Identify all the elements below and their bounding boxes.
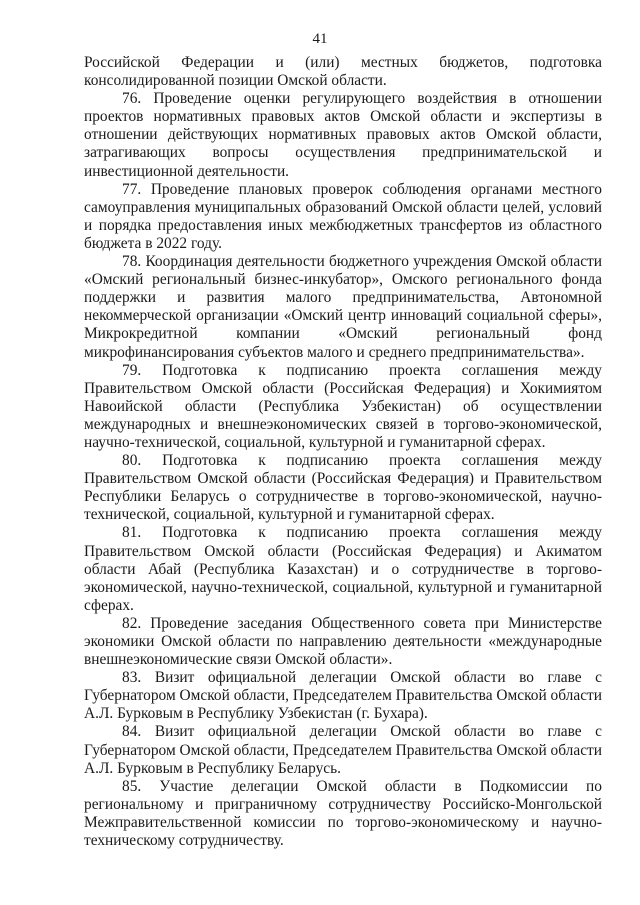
item-text: Участие делегации Омской области в Подкомиссии по региональному и приграничному сотрудничеству Российско-Монгольской Межправительственной комиссии по торгово-экономическому и научно-техническому сотрудничеству.	[84, 777, 602, 850]
item-text: Координация деятельности бюджетного учреждения Омской области «Омский региональный бизнес-инкубатор», Омского регионального фонда поддержки и развития малого предпринимательства, Автономной некоммерческой организации «Омский центр инноваций социальной сферы», Микрокредитной компании «Омский региональный фонд микрофинансирования субъектов малого и среднего предпринимательства».	[84, 253, 602, 361]
paragraph-text: Российской Федерации и (или) местных бюджетов, подготовка консолидированной позиции Омской области.	[84, 54, 602, 90]
list-item	[84, 669, 602, 723]
item-number: 85.	[122, 777, 142, 795]
item-text: Визит официальной делегации Омской области во главе с Губернатором Омской области, Председателем Правительства Омской области А.Л. Бурковым в Республику Беларусь.	[84, 723, 602, 777]
item-number: 84.	[122, 723, 142, 741]
item-text: Подготовка к подписанию проекта соглашения между Правительством Омской области (Российская Федерация) и Акиматом области Абай (Республика Казахстан) и о сотрудничестве в торгово-экономической, научно-технической, социальной, культурной и гуманитарной сферах.	[84, 524, 602, 614]
item-text: Подготовка к подписанию проекта соглашения между Правительством Омской области (Российская Федерация) и Хокимиятом Навоийской области (Республика Узбекистан) об осуществлении международных и внешнеэкономических связей в торгово-экономической, научно-технической, социальной, культурной и гуманитарной сферах.	[84, 361, 602, 451]
item-number: 77.	[122, 180, 142, 198]
item-number: 80.	[122, 452, 142, 470]
item-number: 81.	[122, 524, 142, 542]
list-item	[84, 723, 602, 777]
document-body	[84, 54, 602, 850]
item-text: Визит официальной делегации Омской области во главе с Губернатором Омской области, Председателем Правительства Омской области А.Л. Бурковым в Республику Узбекистан (г. Бухара).	[84, 669, 602, 723]
list-item	[84, 253, 602, 362]
list-item	[84, 90, 602, 180]
item-number: 83.	[122, 669, 142, 687]
list-item	[84, 452, 602, 524]
paragraph-continuation	[84, 54, 602, 90]
item-text: Подготовка к подписанию проекта соглашения между Правительством Омской области (Российская Федерация) и Правительством Республики Беларусь о сотрудничестве в торгово-экономической, научно-технической, социальной, культурной и гуманитарной сферах.	[84, 452, 602, 524]
item-text: Проведение плановых проверок соблюдения органами местного самоуправления муниципальных образований Омской области целей, условий и порядка предоставления иных межбюджетных трансфертов из областного бюджета в 2022 году.	[84, 180, 602, 252]
list-item	[84, 181, 602, 253]
list-item	[84, 778, 602, 850]
page-number: 41	[312, 31, 328, 47]
item-text: Проведение заседания Общественного совета при Министерстве экономики Омской области по направлению деятельности «международные внешнеэкономические связи Омской области».	[84, 614, 602, 669]
list-item	[84, 524, 602, 614]
item-number: 79.	[122, 361, 142, 379]
item-number: 78.	[122, 253, 142, 271]
list-item	[84, 362, 602, 452]
item-text: Проведение оценки регулирующего воздействия в отношении проектов нормативных правовых актов Омской области и экспертизы в отношении действующих нормативных правовых актов Омской области, затрагивающих вопросы осуществления предпринимательской и инвестиционной деятельности.	[84, 90, 602, 180]
list-item	[84, 615, 602, 669]
item-number: 82.	[122, 614, 142, 632]
item-number: 76.	[122, 90, 142, 108]
